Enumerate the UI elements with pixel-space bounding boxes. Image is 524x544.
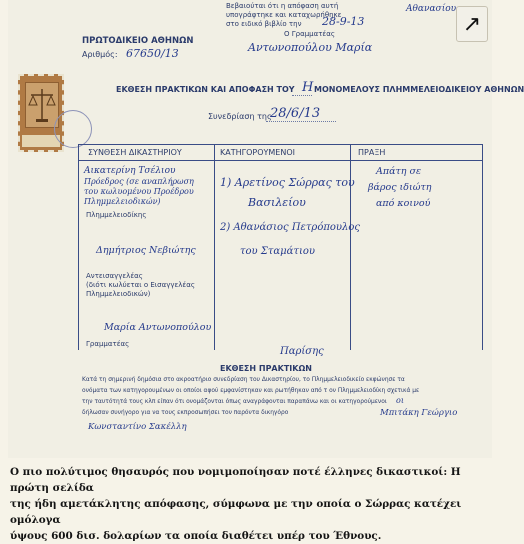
judge-label: Πλημμελειοδίκης: [86, 211, 147, 219]
judge-handwriting-3: του κωλυομένου Προέδρου: [84, 187, 194, 196]
minutes-handwriting-3: οι: [396, 396, 404, 405]
minutes-title: ΕΚΘΕΣΗ ΠΡΑΚΤΙΚΩΝ: [220, 364, 312, 373]
report-title-pre: ΕΚΘΕΣΗ ΠΡΑΚΤΙΚΩΝ ΚΑΙ ΑΠΟΦΑΣΗ ΤΟΥ: [116, 85, 295, 94]
court-document-sheet: [8, 0, 524, 458]
column-header-deed: ΠΡΑΞΗ: [358, 148, 386, 157]
prosecutor-note-1: (διότι κωλύεται ο Εισαγγελέας: [86, 281, 195, 289]
secretary-label: Ο Γραμματέας: [284, 30, 335, 38]
accused-2: 2) Αθανάσιος Πετρόπουλος: [220, 222, 360, 233]
column-header-composition: ΣΥΝΘΕΣΗ ΔΙΚΑΣΤΗΡΙΟΥ: [88, 148, 182, 157]
page-signature: Παρίσης: [280, 346, 324, 357]
case-number-value: 67650/13: [126, 47, 179, 60]
report-title-post: ΜΟΝΟΜΕΛΟΥΣ ΠΛΗΜΜΕΛΕΙΟΔΙΚΕΙΟΥ ΑΘΗΝΩΝ: [314, 85, 524, 94]
accused-1-father: Βασιλείου: [248, 196, 306, 209]
minutes-handwriting-4: Μπιτάκη Γεώργιο: [380, 408, 458, 418]
session-date: 28/6/13: [270, 106, 321, 121]
deed-line-2: βάρος ιδιώτη: [368, 182, 432, 193]
prosecutor-note-2: Πλημμελειοδικών): [86, 290, 151, 298]
session-label: Συνεδρίαση της: [208, 112, 272, 121]
caption-line-3: ύψους 600 δισ. δολαρίων τα οποία διαθέτει υπέρ του Έθνους.: [10, 530, 382, 542]
deed-line-3: από κοινού: [376, 198, 431, 209]
clerk-name: Μαρία Αντωνοπούλου: [104, 322, 212, 333]
certification-date: 28-9-13: [322, 15, 365, 28]
judge-handwriting-2: Πρόεδρος (σε αναπλήρωση: [84, 177, 194, 186]
share-icon[interactable]: ↗: [456, 6, 488, 42]
caption-line-1: Ο πιο πολύτιμος θησαυρός που νομιμοποίησαν ποτέ έλληνες δικαστικοί: Η πρώτη σελίδα: [10, 466, 461, 494]
judge-handwriting-1: Αικατερίνη Τσέλιου: [84, 166, 176, 176]
prosecutor-name: Δημήτριος Νεβιώτης: [96, 245, 196, 256]
secretary-name: Αντωνοπούλου Μαρία: [248, 41, 373, 54]
judge-handwriting-4: Πλημμελειοδικών): [84, 197, 161, 206]
minutes-line-4: δήλωσαν συνήγορο για να τους εκπροσωπήσει τον παρόντα δικηγόρο: [82, 410, 289, 416]
column-header-accused: ΚΑΤΗΓΟΡΟΥΜΕΝΟΙ: [220, 148, 295, 157]
case-number-label: Αριθμός:: [82, 50, 118, 59]
photo-caption: [10, 464, 490, 544]
certification-line-1: Βεβαιούται ότι η απόφαση αυτή: [226, 2, 339, 10]
caption-line-2: της ήδη αμετάκλητης απόφασης, σύμφωνα με την οποία ο Σώρρας κατέχει ομόλογα: [10, 498, 462, 526]
round-seal: [54, 110, 92, 148]
certification-line-3: στο ειδικό βιβλίο την: [226, 20, 302, 28]
certification-line-2: υπογράφτηκε και καταχωρήθηκε: [226, 11, 342, 19]
accused-1: 1) Αρετίνος Σώρρας του: [220, 176, 355, 189]
stamp-footer: [22, 135, 60, 147]
minutes-line-1: Κατά τη σημερινή δημόσια στο ακροατήριο συνεδρίαση του Δικαστηρίου, το Πλημμελειοδικείο εκφώνησε τα: [82, 377, 405, 383]
minutes-line-2: ονόματα των κατηγορουμένων οι οποίοι αφού εμφανίστηκαν και ρωτήθηκαν από τ ον Πλημμελειοδίκη σχετικά με: [82, 388, 420, 394]
report-title-article: Η: [302, 80, 314, 95]
minutes-handwriting-5: Κωνσταντίνο Σακέλλη: [88, 422, 187, 432]
deed-line-1: Απάτη σε: [376, 166, 422, 177]
court-name: ΠΡΩΤΟΔΙΚΕΙΟ ΑΘΗΝΩΝ: [82, 36, 194, 46]
accused-2-father: του Σταμάτιου: [240, 246, 315, 257]
top-signature: Αθανασίου: [406, 4, 457, 14]
minutes-line-3: την ταυτότητά τους κλπ είπαν ότι ονομάζονται όπως αναγράφονται παραπάνω και οι κατηγορούμενοι: [82, 399, 387, 405]
clerk-label: Γραμματέας: [86, 340, 130, 348]
scales-of-justice-icon: [25, 82, 59, 128]
prosecutor-label: Αντεισαγγελέας: [86, 272, 143, 280]
